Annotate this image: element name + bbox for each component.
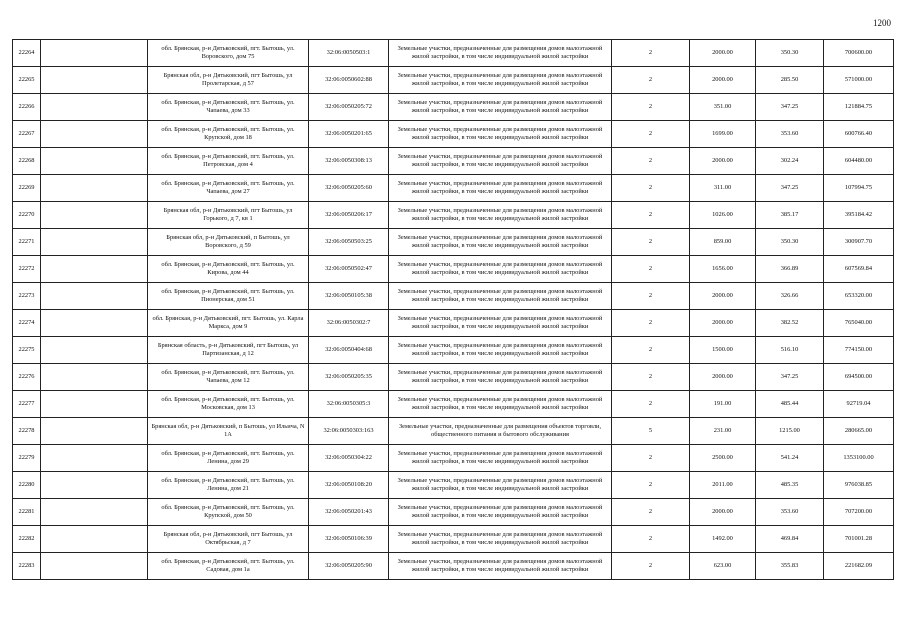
- area-cell: 2000.00: [690, 364, 756, 391]
- spacer-cell: [41, 418, 148, 445]
- record-number-cell: 22280: [13, 472, 41, 499]
- use-group-cell: 2: [612, 121, 690, 148]
- use-group-cell: 2: [612, 391, 690, 418]
- cadastral-number-cell: 32:06:0050205:72: [309, 94, 389, 121]
- cadastral-value-cell: 700600.00: [824, 40, 894, 67]
- land-use-cell: Земельные участки, предназначенные для размещения домов малоэтажной жилой застройки, в том числе индивидуальной жилой застройки: [389, 256, 612, 283]
- specific-value-cell: 353.60: [756, 121, 824, 148]
- land-use-cell: Земельные участки, предназначенные для размещения домов малоэтажной жилой застройки, в том числе индивидуальной жилой застройки: [389, 121, 612, 148]
- use-group-cell: 2: [612, 94, 690, 121]
- cadastral-number-cell: 32:06:0050302:7: [309, 310, 389, 337]
- record-number-cell: 22279: [13, 445, 41, 472]
- area-cell: 191.00: [690, 391, 756, 418]
- record-number-cell: 22265: [13, 67, 41, 94]
- address-cell: Брянская область, р-н Дятьковский, пгт Бытошь, ул Партизанская, д 12: [148, 337, 309, 364]
- specific-value-cell: 353.60: [756, 499, 824, 526]
- record-number-cell: 22269: [13, 175, 41, 202]
- area-cell: 311.00: [690, 175, 756, 202]
- area-cell: 231.00: [690, 418, 756, 445]
- address-cell: обл. Брянская, р-н Дятьковский, пгт. Бытошь, ул. Карла Маркса, дом 9: [148, 310, 309, 337]
- table-row: [13, 256, 894, 283]
- table-row: [13, 310, 894, 337]
- spacer-cell: [41, 175, 148, 202]
- record-number-cell: 22266: [13, 94, 41, 121]
- record-number-cell: 22267: [13, 121, 41, 148]
- cadastral-value-cell: 92719.04: [824, 391, 894, 418]
- use-group-cell: 2: [612, 310, 690, 337]
- specific-value-cell: 1215.00: [756, 418, 824, 445]
- table-row: [13, 229, 894, 256]
- spacer-cell: [41, 337, 148, 364]
- cadastral-number-cell: 32:06:0050205:60: [309, 175, 389, 202]
- specific-value-cell: 469.84: [756, 526, 824, 553]
- specific-value-cell: 355.83: [756, 553, 824, 580]
- page-number: 1200: [873, 18, 891, 28]
- record-number-cell: 22283: [13, 553, 41, 580]
- specific-value-cell: 382.52: [756, 310, 824, 337]
- land-use-cell: Земельные участки, предназначенные для размещения домов малоэтажной жилой застройки, в том числе индивидуальной жилой застройки: [389, 229, 612, 256]
- land-use-cell: Земельные участки, предназначенные для размещения домов малоэтажной жилой застройки, в том числе индивидуальной жилой застройки: [389, 445, 612, 472]
- address-cell: обл. Брянская, р-н Дятьковский, пгт. Бытошь, ул. Пионерская, дом 51: [148, 283, 309, 310]
- record-number-cell: 22281: [13, 499, 41, 526]
- use-group-cell: 2: [612, 256, 690, 283]
- specific-value-cell: 347.25: [756, 364, 824, 391]
- area-cell: 1026.00: [690, 202, 756, 229]
- table-row: [13, 202, 894, 229]
- table-row: [13, 472, 894, 499]
- area-cell: 1699.00: [690, 121, 756, 148]
- address-cell: обл. Брянская, р-н Дятьковский, пгт. Бытошь, ул. Крупской, дом 18: [148, 121, 309, 148]
- cadastral-number-cell: 32:06:0050503:1: [309, 40, 389, 67]
- area-cell: 1492.00: [690, 526, 756, 553]
- spacer-cell: [41, 148, 148, 175]
- land-use-cell: Земельные участки, предназначенные для размещения домов малоэтажной жилой застройки, в том числе индивидуальной жилой застройки: [389, 337, 612, 364]
- area-cell: 1500.00: [690, 337, 756, 364]
- spacer-cell: [41, 526, 148, 553]
- spacer-cell: [41, 121, 148, 148]
- specific-value-cell: 516.10: [756, 337, 824, 364]
- use-group-cell: 2: [612, 67, 690, 94]
- cadastral-value-cell: 707200.00: [824, 499, 894, 526]
- use-group-cell: 2: [612, 364, 690, 391]
- use-group-cell: 2: [612, 472, 690, 499]
- table-row: [13, 526, 894, 553]
- table-row: [13, 418, 894, 445]
- table-row: [13, 175, 894, 202]
- cadastral-number-cell: 32:06:0050602:88: [309, 67, 389, 94]
- use-group-cell: 2: [612, 553, 690, 580]
- use-group-cell: 5: [612, 418, 690, 445]
- land-use-cell: Земельные участки, предназначенные для размещения домов малоэтажной жилой застройки, в том числе индивидуальной жилой застройки: [389, 553, 612, 580]
- area-cell: 2500.00: [690, 445, 756, 472]
- record-number-cell: 22278: [13, 418, 41, 445]
- cadastral-value-cell: 280665.00: [824, 418, 894, 445]
- table-row: [13, 148, 894, 175]
- table-row: [13, 364, 894, 391]
- record-number-cell: 22282: [13, 526, 41, 553]
- spacer-cell: [41, 67, 148, 94]
- cadastral-register-table: [12, 39, 894, 580]
- area-cell: 2000.00: [690, 148, 756, 175]
- address-cell: обл. Брянская, р-н Дятьковский, пгт. Бытошь, ул. Чапаева, дом 33: [148, 94, 309, 121]
- address-cell: обл. Брянская, р-н Дятьковский, пгт. Бытошь, ул. Крупской, дом 50: [148, 499, 309, 526]
- specific-value-cell: 385.17: [756, 202, 824, 229]
- table-row: [13, 283, 894, 310]
- specific-value-cell: 285.50: [756, 67, 824, 94]
- address-cell: обл. Брянская, р-н Дятьковский, пгт. Бытошь, ул. Московская, дом 13: [148, 391, 309, 418]
- specific-value-cell: 485.44: [756, 391, 824, 418]
- land-use-cell: Земельные участки, предназначенные для размещения домов малоэтажной жилой застройки, в том числе индивидуальной жилой застройки: [389, 391, 612, 418]
- specific-value-cell: 302.24: [756, 148, 824, 175]
- use-group-cell: 2: [612, 499, 690, 526]
- land-use-cell: Земельные участки, предназначенные для размещения домов малоэтажной жилой застройки, в том числе индивидуальной жилой застройки: [389, 472, 612, 499]
- record-number-cell: 22271: [13, 229, 41, 256]
- use-group-cell: 2: [612, 202, 690, 229]
- address-cell: Брянская обл, р-н Дятьковский, пгт Бытошь, ул Горького, д 7, кв 1: [148, 202, 309, 229]
- record-number-cell: 22264: [13, 40, 41, 67]
- cadastral-value-cell: 221682.09: [824, 553, 894, 580]
- record-number-cell: 22268: [13, 148, 41, 175]
- cadastral-value-cell: 571000.00: [824, 67, 894, 94]
- address-cell: обл. Брянская, р-н Дятьковский, пгт. Бытошь, ул. Чапаева, дом 12: [148, 364, 309, 391]
- area-cell: 2000.00: [690, 499, 756, 526]
- address-cell: Брянская обл, р-н Дятьковский, п Бытошь, ул Воровского, д 59: [148, 229, 309, 256]
- specific-value-cell: 485.35: [756, 472, 824, 499]
- specific-value-cell: 350.30: [756, 229, 824, 256]
- address-cell: обл. Брянская, р-н Дятьковский, пгт. Бытошь, ул. Чапаева, дом 27: [148, 175, 309, 202]
- record-number-cell: 22274: [13, 310, 41, 337]
- address-cell: Брянская обл, р-н Дятьковский, п Бытошь, ул Ильича, N 1А: [148, 418, 309, 445]
- land-use-cell: Земельные участки, предназначенные для размещения домов малоэтажной жилой застройки, в том числе индивидуальной жилой застройки: [389, 175, 612, 202]
- land-use-cell: Земельные участки, предназначенные для размещения домов малоэтажной жилой застройки, в том числе индивидуальной жилой застройки: [389, 310, 612, 337]
- spacer-cell: [41, 40, 148, 67]
- cadastral-value-cell: 694500.00: [824, 364, 894, 391]
- cadastral-value-cell: 765040.00: [824, 310, 894, 337]
- table-body: [13, 40, 894, 580]
- specific-value-cell: 366.89: [756, 256, 824, 283]
- land-use-cell: Земельные участки, предназначенные для размещения домов малоэтажной жилой застройки, в том числе индивидуальной жилой застройки: [389, 40, 612, 67]
- use-group-cell: 2: [612, 40, 690, 67]
- specific-value-cell: 347.25: [756, 175, 824, 202]
- table-row: [13, 121, 894, 148]
- cadastral-value-cell: 607569.84: [824, 256, 894, 283]
- cadastral-number-cell: 32:06:0050503:25: [309, 229, 389, 256]
- land-use-cell: Земельные участки, предназначенные для размещения объектов торговли, общественного питания и бытового обслуживания: [389, 418, 612, 445]
- land-use-cell: Земельные участки, предназначенные для размещения домов малоэтажной жилой застройки, в том числе индивидуальной жилой застройки: [389, 526, 612, 553]
- area-cell: 623.00: [690, 553, 756, 580]
- record-number-cell: 22276: [13, 364, 41, 391]
- cadastral-number-cell: 32:06:0050305:3: [309, 391, 389, 418]
- cadastral-number-cell: 32:06:0050206:17: [309, 202, 389, 229]
- use-group-cell: 2: [612, 229, 690, 256]
- land-use-cell: Земельные участки, предназначенные для размещения домов малоэтажной жилой застройки, в том числе индивидуальной жилой застройки: [389, 67, 612, 94]
- cadastral-number-cell: 32:06:0050108:20: [309, 472, 389, 499]
- cadastral-value-cell: 395184.42: [824, 202, 894, 229]
- cadastral-value-cell: 976038.85: [824, 472, 894, 499]
- cadastral-value-cell: 701001.28: [824, 526, 894, 553]
- cadastral-value-cell: 121884.75: [824, 94, 894, 121]
- specific-value-cell: 347.25: [756, 94, 824, 121]
- table-row: [13, 94, 894, 121]
- address-cell: обл. Брянская, р-н Дятьковский, пгт. Бытошь, ул. Кирова, дом 44: [148, 256, 309, 283]
- use-group-cell: 2: [612, 148, 690, 175]
- cadastral-number-cell: 32:06:0050502:47: [309, 256, 389, 283]
- cadastral-number-cell: 32:06:0050205:90: [309, 553, 389, 580]
- spacer-cell: [41, 310, 148, 337]
- area-cell: 351.00: [690, 94, 756, 121]
- specific-value-cell: 326.66: [756, 283, 824, 310]
- spacer-cell: [41, 202, 148, 229]
- record-number-cell: 22277: [13, 391, 41, 418]
- cadastral-value-cell: 300907.70: [824, 229, 894, 256]
- cadastral-value-cell: 1353100.00: [824, 445, 894, 472]
- spacer-cell: [41, 256, 148, 283]
- cadastral-number-cell: 32:06:0050404:68: [309, 337, 389, 364]
- cadastral-number-cell: 32:06:0050304:22: [309, 445, 389, 472]
- land-use-cell: Земельные участки, предназначенные для размещения домов малоэтажной жилой застройки, в том числе индивидуальной жилой застройки: [389, 499, 612, 526]
- spacer-cell: [41, 229, 148, 256]
- area-cell: 1656.00: [690, 256, 756, 283]
- spacer-cell: [41, 445, 148, 472]
- spacer-cell: [41, 499, 148, 526]
- table-row: [13, 499, 894, 526]
- table-row: [13, 40, 894, 67]
- address-cell: обл. Брянская, р-н Дятьковский, пгт. Бытошь, ул. Ленина, дом 21: [148, 472, 309, 499]
- area-cell: 2000.00: [690, 310, 756, 337]
- area-cell: 2000.00: [690, 67, 756, 94]
- spacer-cell: [41, 472, 148, 499]
- land-use-cell: Земельные участки, предназначенные для размещения домов малоэтажной жилой застройки, в том числе индивидуальной жилой застройки: [389, 94, 612, 121]
- cadastral-number-cell: 32:06:0050303:163: [309, 418, 389, 445]
- land-use-cell: Земельные участки, предназначенные для размещения домов малоэтажной жилой застройки, в том числе индивидуальной жилой застройки: [389, 202, 612, 229]
- land-use-cell: Земельные участки, предназначенные для размещения домов малоэтажной жилой застройки, в том числе индивидуальной жилой застройки: [389, 148, 612, 175]
- record-number-cell: 22272: [13, 256, 41, 283]
- address-cell: обл. Брянская, р-н Дятьковский, пгт. Бытошь, ул. Воровского, дом 75: [148, 40, 309, 67]
- use-group-cell: 2: [612, 175, 690, 202]
- table-row: [13, 337, 894, 364]
- address-cell: обл. Брянская, р-н Дятьковский, пгт. Бытошь, ул. Садовая, дом 1а: [148, 553, 309, 580]
- cadastral-number-cell: 32:06:0050201:43: [309, 499, 389, 526]
- use-group-cell: 2: [612, 283, 690, 310]
- cadastral-value-cell: 600766.40: [824, 121, 894, 148]
- cadastral-value-cell: 653320.00: [824, 283, 894, 310]
- area-cell: 2000.00: [690, 283, 756, 310]
- cadastral-number-cell: 32:06:0050105:38: [309, 283, 389, 310]
- record-number-cell: 22273: [13, 283, 41, 310]
- spacer-cell: [41, 391, 148, 418]
- spacer-cell: [41, 553, 148, 580]
- cadastral-value-cell: 604480.00: [824, 148, 894, 175]
- spacer-cell: [41, 364, 148, 391]
- address-cell: Брянская обл, р-н Дятьковский, пгт Бытошь, ул Октябрьская, д 7: [148, 526, 309, 553]
- cadastral-value-cell: 774150.00: [824, 337, 894, 364]
- use-group-cell: 2: [612, 526, 690, 553]
- use-group-cell: 2: [612, 445, 690, 472]
- land-use-cell: Земельные участки, предназначенные для размещения домов малоэтажной жилой застройки, в том числе индивидуальной жилой застройки: [389, 364, 612, 391]
- area-cell: 2000.00: [690, 40, 756, 67]
- cadastral-number-cell: 32:06:0050308:13: [309, 148, 389, 175]
- cadastral-number-cell: 32:06:0050201:65: [309, 121, 389, 148]
- address-cell: Брянская обл, р-н Дятьковский, пгт Бытошь, ул Пролетарская, д 57: [148, 67, 309, 94]
- record-number-cell: 22275: [13, 337, 41, 364]
- table-row: [13, 67, 894, 94]
- spacer-cell: [41, 94, 148, 121]
- area-cell: 2011.00: [690, 472, 756, 499]
- cadastral-value-cell: 107994.75: [824, 175, 894, 202]
- table-row: [13, 553, 894, 580]
- record-number-cell: 22270: [13, 202, 41, 229]
- cadastral-number-cell: 32:06:0050205:35: [309, 364, 389, 391]
- cadastral-number-cell: 32:06:0050106:39: [309, 526, 389, 553]
- table-row: [13, 445, 894, 472]
- spacer-cell: [41, 283, 148, 310]
- address-cell: обл. Брянская, р-н Дятьковский, пгт. Бытошь, ул. Петровская, дом 4: [148, 148, 309, 175]
- specific-value-cell: 350.30: [756, 40, 824, 67]
- land-use-cell: Земельные участки, предназначенные для размещения домов малоэтажной жилой застройки, в том числе индивидуальной жилой застройки: [389, 283, 612, 310]
- use-group-cell: 2: [612, 337, 690, 364]
- table-row: [13, 391, 894, 418]
- address-cell: обл. Брянская, р-н Дятьковский, пгт. Бытошь, ул. Ленина, дом 29: [148, 445, 309, 472]
- area-cell: 859.00: [690, 229, 756, 256]
- specific-value-cell: 541.24: [756, 445, 824, 472]
